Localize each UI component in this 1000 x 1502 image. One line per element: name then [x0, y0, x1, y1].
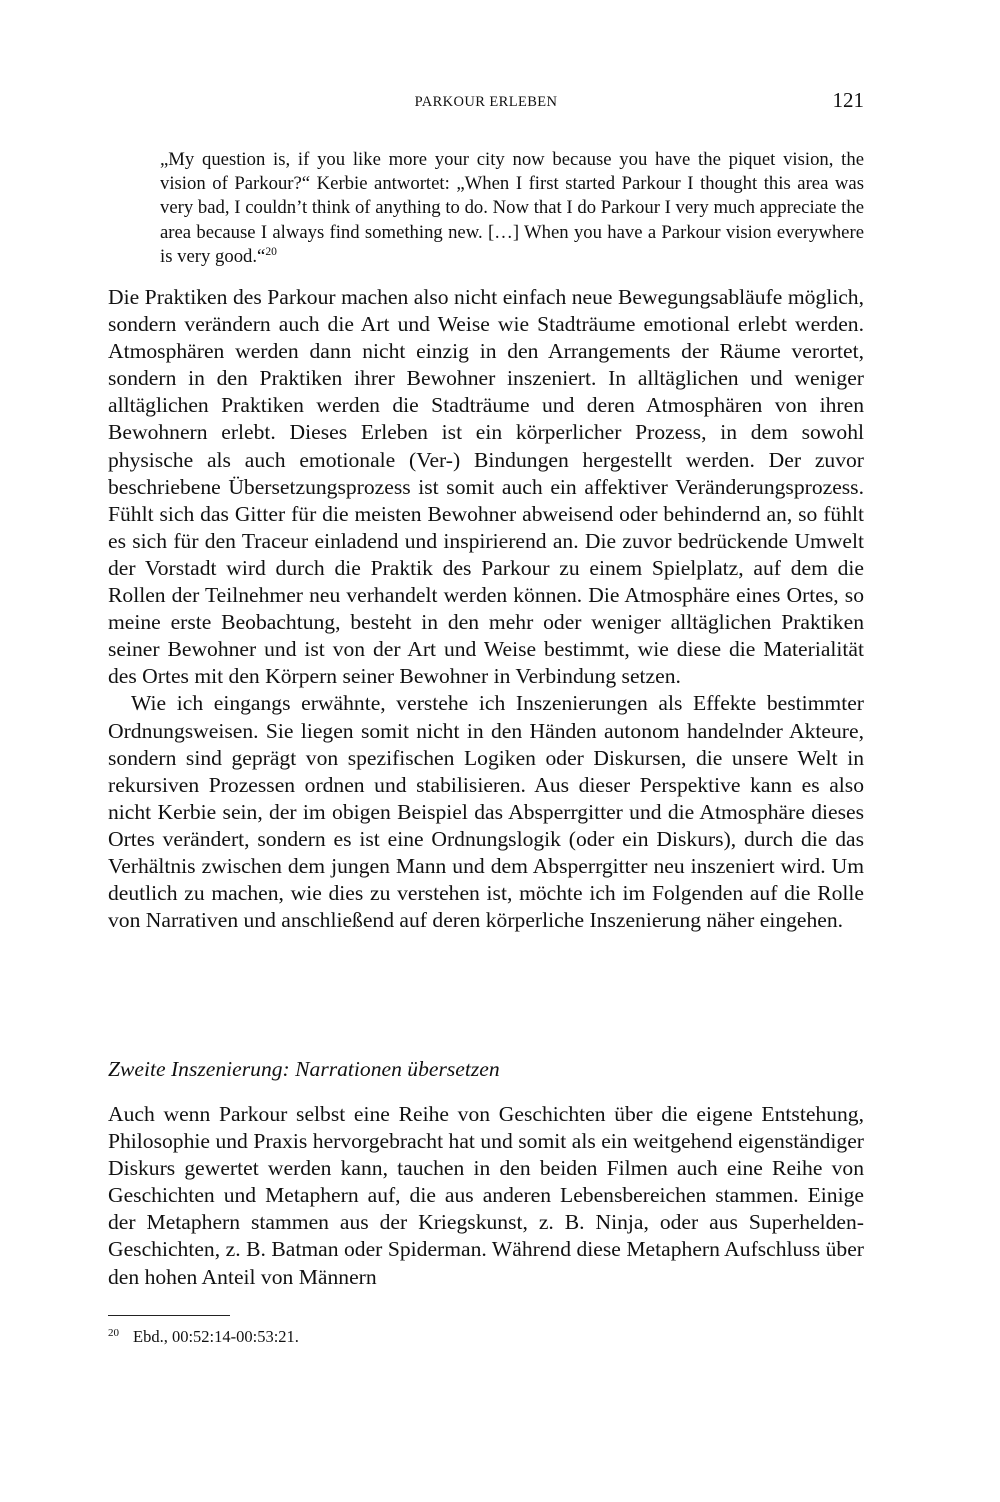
footnote-text: Ebd., 00:52:14-00:53:21.: [133, 1327, 299, 1346]
page-header: [108, 88, 864, 118]
running-title: PARKOUR ERLEBEN: [414, 94, 558, 110]
section-heading: Zweite Inszenierung: Narrationen übersetzen: [108, 1057, 500, 1081]
paragraph: Die Praktiken des Parkour machen also nicht einfach neue Bewegungsabläufe möglich, sondern verändern auch die Art und Weise wie Stadträume emotional erlebt werden. Atmosphären werden dann nicht einzig in den Arrangements der Räume verortet, sondern in den Praktiken ihrer Bewohner inszeniert. In alltäglichen und weniger alltäglichen Praktiken werden die Stadträume und deren Atmosphären von ihren Bewohnern erlebt. Dieses Erleben ist ein körperlicher Prozess, in dem sowohl physische als auch emotionale (Ver-) Bindungen hergestellt werden. Der zuvor beschriebene Übersetzungsprozess ist somit auch ein affektiver Veränderungsprozess. Fühlt sich das Gitter für die meisten Bewohner abweisend oder behindernd an, so fühlt es sich für den Traceur einladend und inspirierend an. Die zuvor bedrückende Umwelt der Vorstadt wird durch die Praktik des Parkour zu einem Spielplatz, auf dem die Rollen der Teilnehmer neu verhandelt werden können. Die Atmosphäre eines Ortes, so meine erste Beobachtung, besteht in den mehr oder weniger alltäglichen Praktiken seiner Bewohner und ist von der Art und Weise bestimmt, wie diese die Materialität des Ortes mit den Körpern seiner Bewohner in Verbindung setzen.: [108, 285, 864, 689]
paragraph: Auch wenn Parkour selbst eine Reihe von Geschichten über die eigene Entstehung, Philosophie und Praxis hervorgebracht hat und somit als ein weitgehend eigenständiger Diskurs gewertet werden kann, tauchen in den beiden Filmen auch eine Reihe von Geschichten und Metaphern auf, die aus anderen Lebensbereichen stammen. Einige der Metaphern stammen aus der Kriegskunst, z. B. Ninja, oder aus Superhelden-Geschichten, z. B. Batman oder Spiderman. Während diese Metaphern Aufschluss über den hohen Anteil von Männern: [108, 1102, 864, 1289]
main-text: [108, 284, 864, 934]
quote-text: „My question is, if you like more your city now because you have the piquet vision, the vision of Parkour?“ Kerbie antwortet: „When I first started Parkour I thought this area was very bad, I couldn’t think of anything to do. Now that I do Parkour I very much appreciate the area because I always find something new. […] When you have a Parkour vision everywhere is very good.“: [160, 149, 864, 267]
footnote-divider: [108, 1315, 230, 1316]
footnote-reference[interactable]: 20: [265, 244, 277, 258]
page-number: 121: [832, 88, 864, 112]
footnote: [108, 1322, 864, 1348]
block-quote: [160, 148, 864, 269]
section-text: [108, 1101, 864, 1291]
paragraph: Wie ich eingangs erwähnte, verstehe ich Inszenierungen als Effekte bestimmter Ordnungsweisen. Sie liegen somit nicht in den Händen autonom handelnder Akteure, sondern sind geprägt von spezifischen Logiken oder Diskursen, die unsere Welt in rekursiven Prozessen ordnen und stabilisieren. Aus dieser Perspektive kann es also nicht Kerbie sein, der im obigen Beispiel das Absperrgitter und die Atmosphäre dieses Ortes verändert, sondern es ist eine Ordnungslogik (oder ein Diskurs), durch die das Verhältnis zwischen dem jungen Mann und dem Absperrgitter neu inszeniert wird. Um deutlich zu machen, wie dies zu verstehen ist, möchte ich im Folgenden auf die Rolle von Narrativen und anschließend auf deren körperliche Inszenierung näher eingehen.: [108, 691, 864, 933]
footnote-number: 20: [108, 1327, 119, 1339]
